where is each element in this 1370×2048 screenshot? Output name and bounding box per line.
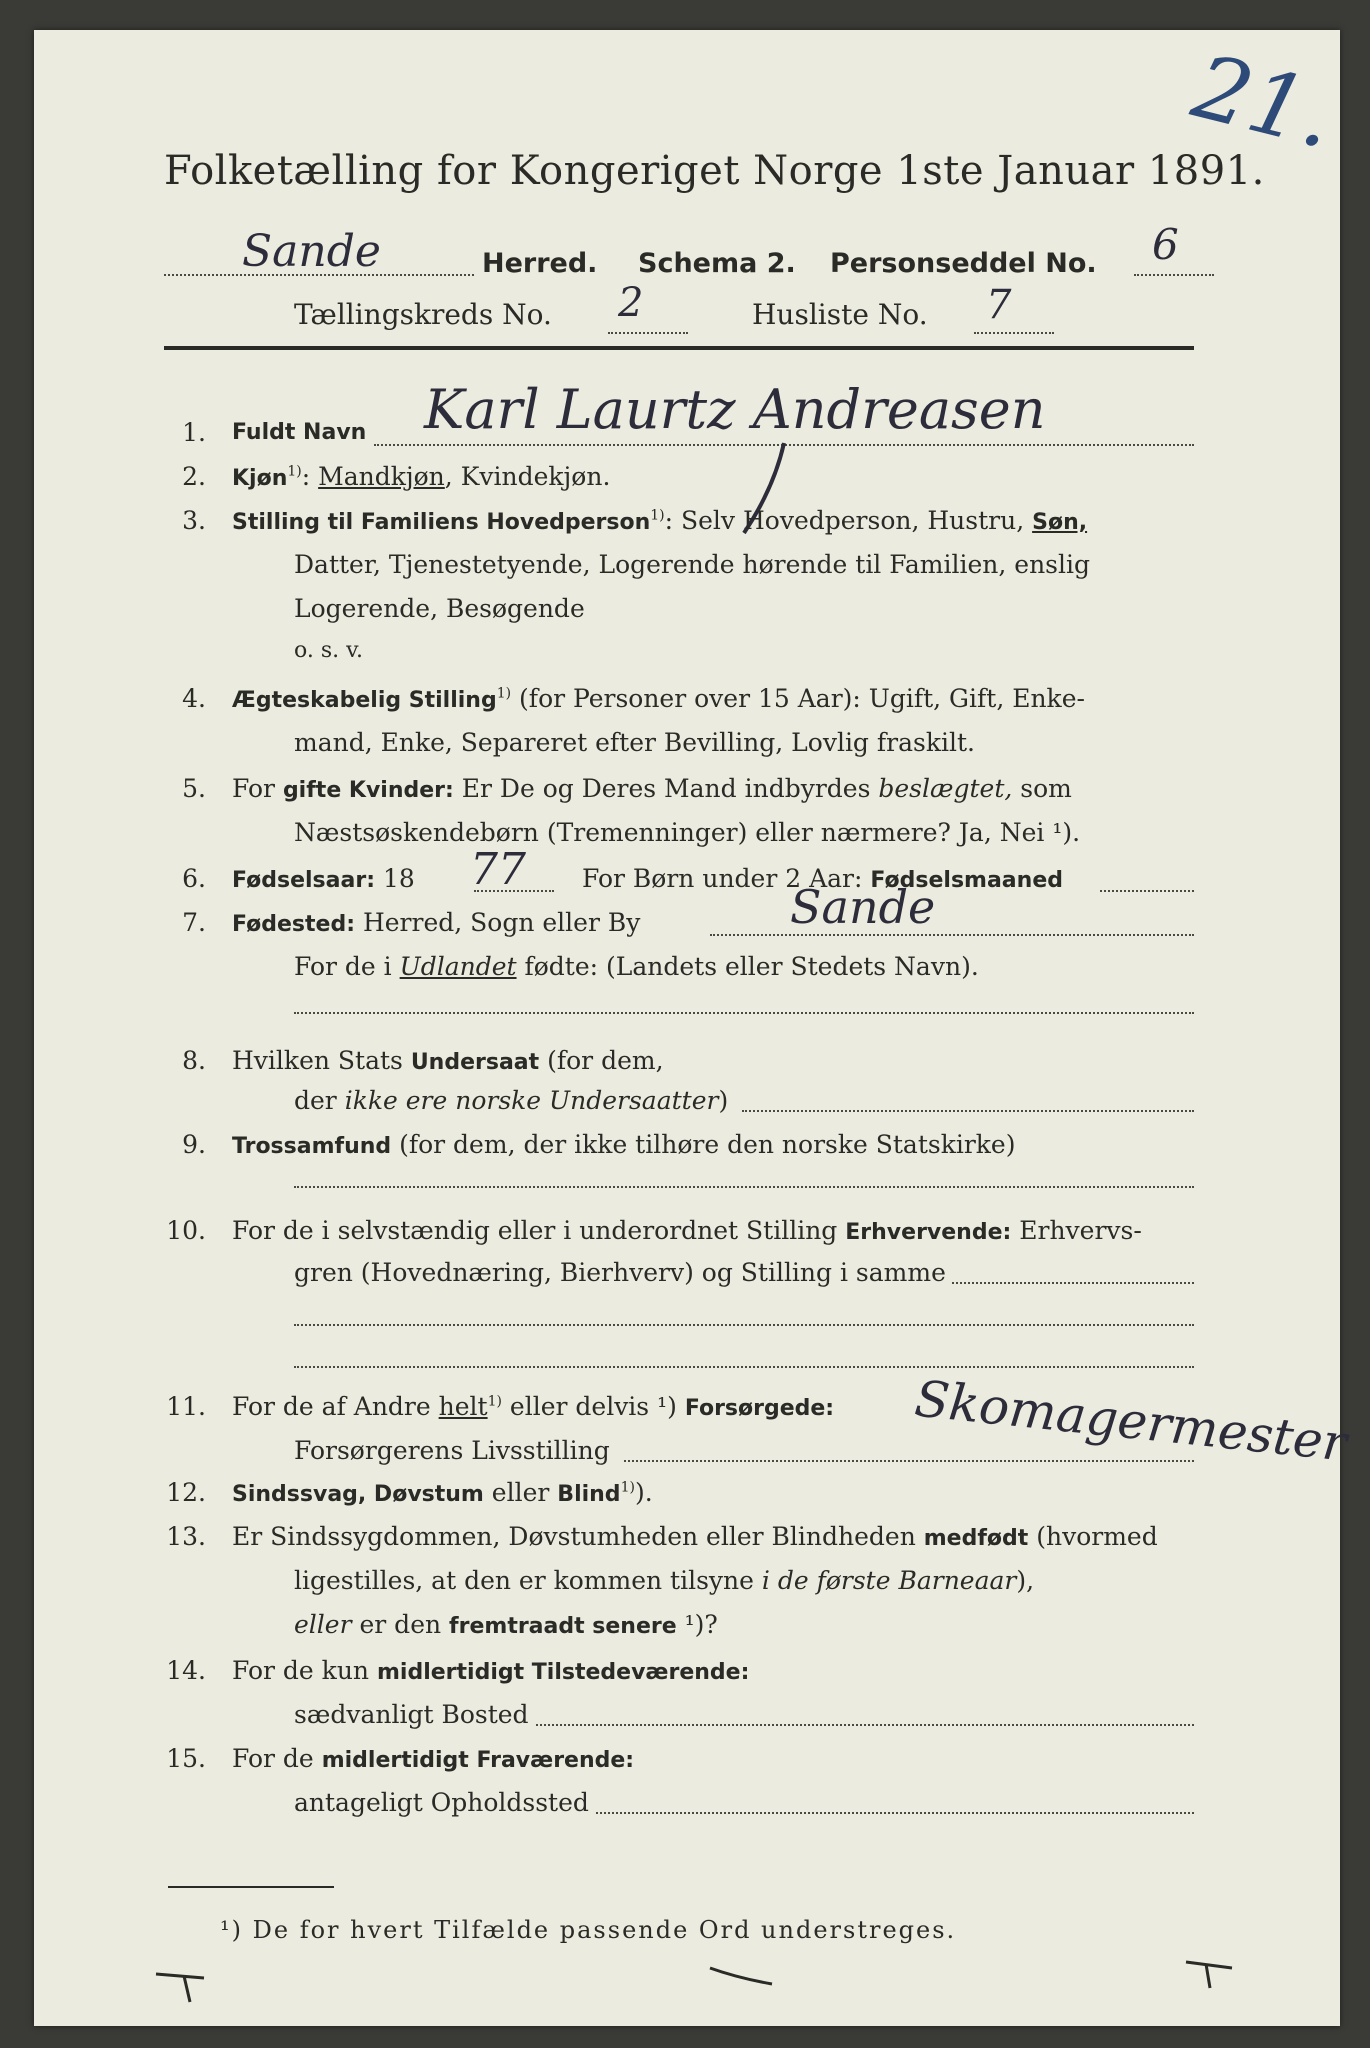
margin-mark-icon [1184,1954,1244,1994]
option-mandkjon-underlined: Mandkjøn [318,462,445,491]
header-divider [164,346,1194,350]
item-text: (for dem, [539,1046,664,1075]
item-number: 8. [182,1046,206,1075]
item-label-erhvervende: Erhvervende: [845,1220,1012,1245]
footnote-ref: 1) [620,1479,635,1496]
item-label-fravaerende: midlertidigt Fraværende: [321,1748,635,1773]
item-4-line1 [232,684,1085,713]
item-text: (for Personer over 15 Aar): Ugift, Gift, Enke- [511,684,1085,713]
item-label-medfodt: medfødt [923,1526,1029,1551]
item-10-line2: gren (Hovednæring, Bierhverv) og Stilling i samme [294,1258,946,1287]
item-text-italic: Udlandet [399,952,517,981]
archive-number: 21. [1183,34,1345,169]
item-text-italic: eller [294,1610,352,1639]
item-label-kjon: Kjøn [232,466,288,491]
item-text-italic: ikke ere norske Undersaatter [344,1086,719,1115]
hw-tellingskreds-no: 2 [618,280,644,326]
item-14-line1 [232,1656,749,1685]
item-3-line3: Logerende, Besøgende [294,594,585,623]
hw-herred: Sande [242,226,381,277]
item-text: : Selv Hovedperson, Hustru, [664,506,1033,535]
tellingskreds-label: Tællingskreds No. [294,298,552,331]
item-number: 10. [166,1216,206,1245]
item-number: 5. [182,774,206,803]
item-text: Er Sindssygdommen, Døvstumheden eller Blindheden [232,1522,924,1551]
item-4-line2: mand, Enke, Separeret efter Bevilling, Lovlig fraskilt. [294,728,975,757]
item-5-line1 [232,774,1072,803]
item-5-line2: Næstsøskendebørn (Tremenninger) eller nærmere? Ja, Nei ¹). [294,818,1081,847]
item-number: 12. [166,1478,206,1507]
item-label-fodested: Fødested: [232,912,355,937]
item-label-fodselsaar: Fødselsaar: [232,868,375,893]
item-label-sindssvag: Sindssvag, Døvstum [232,1482,484,1507]
item-number: 13. [166,1522,206,1551]
item-text: For de kun [232,1656,377,1685]
hw-provider-occupation: Skomagermester [912,1369,1350,1473]
hw-birthplace: Sande [790,880,936,934]
item-text: Hvilken Stats [232,1046,411,1075]
item-text: : [301,462,319,491]
item-text-italic: i de første Barneaar [761,1566,1017,1595]
item-text: For de af Andre [232,1392,439,1421]
item-3-line2: Datter, Tjenestetyende, Logerende hørende til Familien, enslig [294,550,1091,579]
item-text: Herred, Sogn eller By [355,908,641,937]
item-label-gifte-kvinder: gifte Kvinder: [282,778,454,803]
item-number: 2. [182,462,206,491]
item-label-blind: Blind [557,1482,621,1507]
item-15-line2: antageligt Opholdssted [294,1788,589,1817]
husliste-label: Husliste No. [752,298,928,331]
item-text: fødte: (Landets eller Stedets Navn). [516,952,979,981]
item-text: Erhvervs- [1011,1216,1142,1245]
item-text: 18 [375,864,415,893]
form-title: Folketælling for Kongeriget Norge 1ste Januar 1891. [164,148,1265,194]
item-text: ), [1016,1566,1035,1595]
item-label-fuldt-navn: Fuldt Navn [232,420,367,445]
item-text: ligestilles, at den er kommen tilsyne [294,1566,762,1595]
item-number: 6. [182,864,206,893]
item-number: 11. [166,1392,206,1421]
census-form [34,30,1350,2026]
footnote-ref: 1) [496,685,512,702]
item-13-line3 [294,1610,718,1639]
item-11-line2: Forsørgerens Livsstilling [294,1436,610,1465]
item-text: eller delvis ¹) [501,1392,685,1421]
item-label-aegteskabelig: Ægteskabelig Stilling [232,688,497,713]
item-number: 14. [166,1656,206,1685]
item-label-fodselsmaaned: Fødselsmaaned [870,868,1063,893]
item-8-line1 [232,1046,664,1075]
item-label-fremtraadt: fremtraadt senere [449,1614,677,1639]
item-label-tilstedevaerende: midlertidigt Tilstedeværende: [376,1660,750,1685]
item-10-line1 [232,1216,1142,1245]
footnote-ref: 1) [287,463,302,480]
item-number: 1. [182,418,206,447]
footnote-ref: 1) [650,507,665,524]
item-text: For de i [294,952,400,981]
item-text: For de [232,1744,322,1773]
footnote: ¹) De for hvert Tilfælde passende Ord understreges. [220,1916,957,1944]
item-text: ¹)? [676,1610,718,1639]
item-7-line1 [232,908,640,937]
schema-label: Schema 2. [638,248,796,279]
item-7-line2 [294,952,979,981]
item-number: 4. [182,684,206,713]
item-11-line1 [232,1392,834,1421]
option-helt-underlined: helt [438,1392,488,1421]
item-text: Er De og Deres Mand indbyrdes [453,774,879,803]
hw-personseddel-no: 6 [1152,220,1179,269]
item-label-forsorgede: Forsørgede: [684,1396,835,1421]
item-text: ) [718,1086,729,1115]
margin-mark-icon [154,1968,214,2008]
item-15-line1 [232,1744,634,1773]
item-label-stilling: Stilling til Familiens Hovedperson [232,510,651,535]
hw-name: Karl Laurtz Andreasen [424,378,1046,441]
item-text: ). [634,1478,653,1507]
item-text: For de i selvstændig eller i underordnet Stilling [232,1216,846,1245]
hw-husliste-no: 7 [986,282,1012,328]
item-text: der [294,1086,345,1115]
item-14-line2: sædvanligt Bosted [294,1700,529,1729]
item-6-line [232,864,415,893]
hw-birth-year: 77 [470,844,526,895]
item-label-trossamfund: Trossamfund [232,1134,392,1159]
item-text: For Børn under 2 Aar: [582,864,871,893]
item-8-line2 [294,1086,728,1115]
item-text: er den [351,1610,450,1639]
item-text-italic: beslægtet, [878,774,1013,803]
item-text: (for dem, der ikke tilhøre den norske Statskirke) [391,1130,1016,1159]
item-number: 9. [182,1130,206,1159]
item-label-undersaat: Undersaat [410,1050,540,1075]
item-text: For [232,774,283,803]
herred-label: Herred. [482,248,598,279]
item-2-line [232,462,610,491]
margin-mark-icon [708,1964,778,1994]
item-number: 15. [166,1744,206,1773]
item-13-line2 [294,1566,1034,1595]
item-12-line [232,1478,653,1507]
item-3-line4: o. s. v. [294,638,363,663]
item-number: 3. [182,506,206,535]
item-number: 7. [182,908,206,937]
item-9-line [232,1130,1016,1159]
item-13-line1 [232,1522,1158,1551]
footnote-ref: 1) [487,1393,502,1410]
footnote-divider [168,1886,334,1888]
item-text: , Kvindekjøn. [444,462,611,491]
option-son-underlined: Søn, [1032,510,1088,535]
item-text: (hvormed [1028,1522,1158,1551]
item-3-line1 [232,506,1087,535]
item-text: eller [483,1478,558,1507]
item-text: som [1012,774,1072,803]
personseddel-label: Personseddel No. [830,248,1097,279]
